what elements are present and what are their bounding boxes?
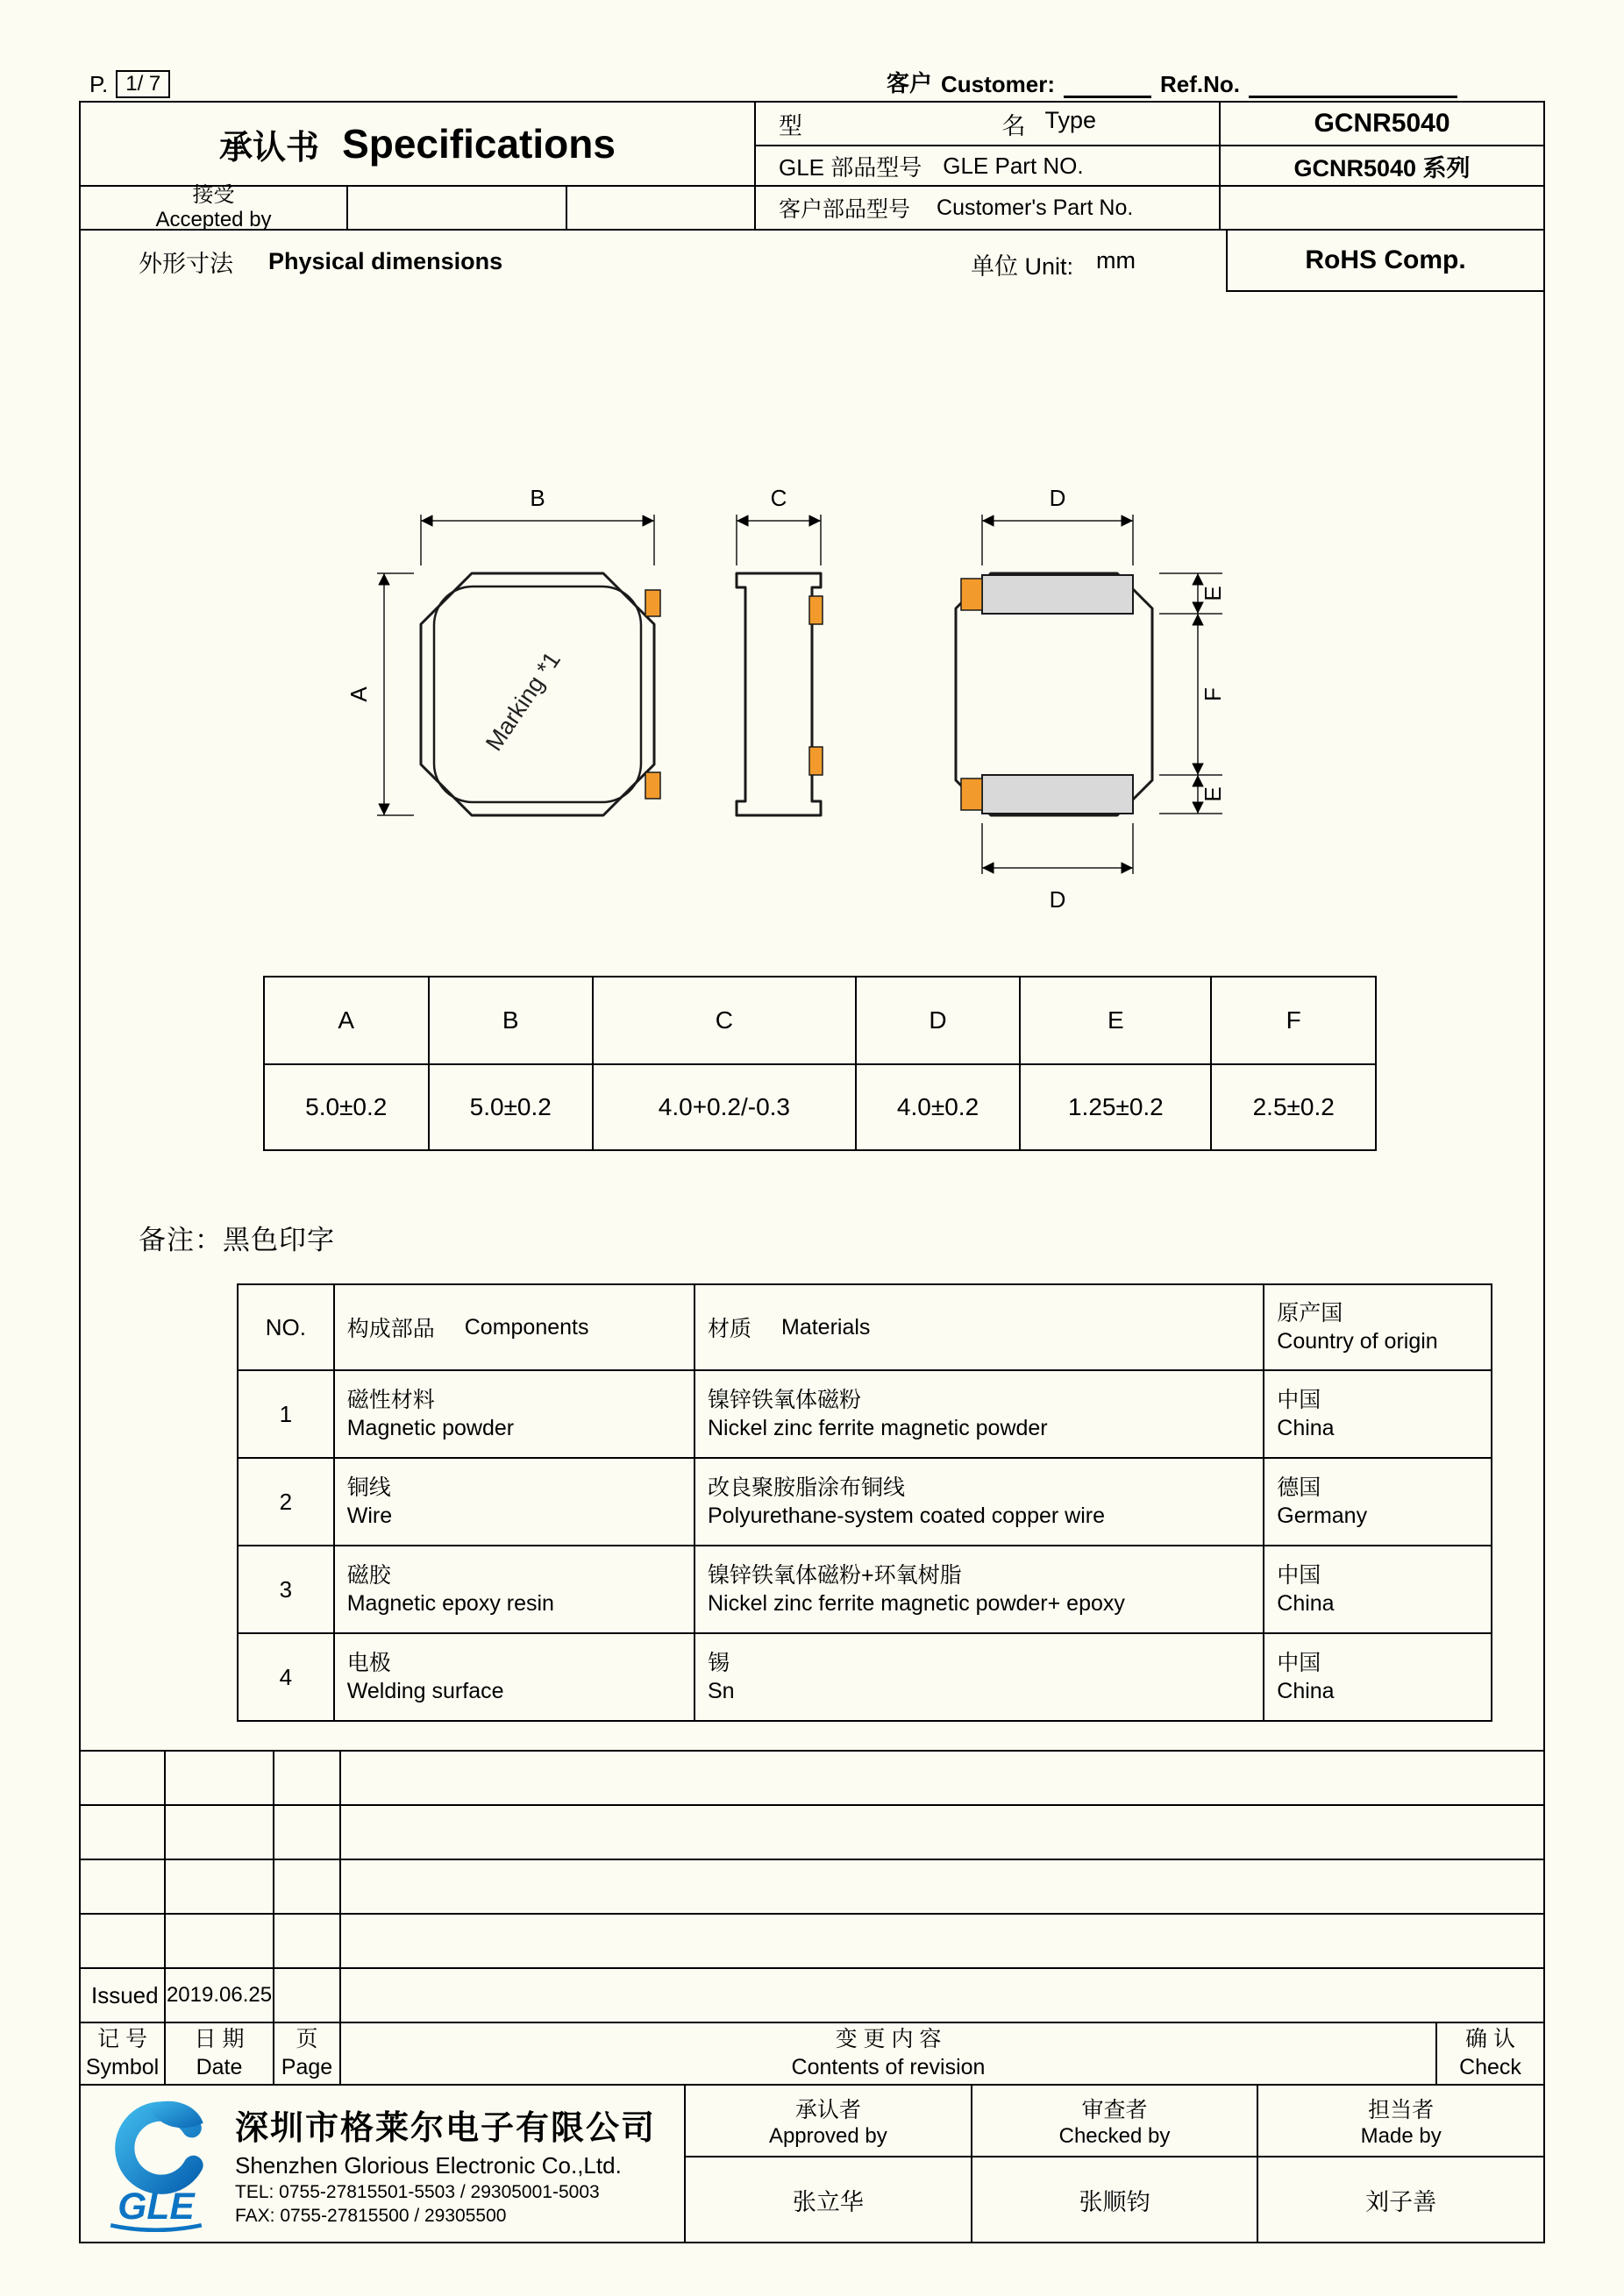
col-no-header: NO. bbox=[238, 1284, 334, 1370]
gle-part-value: GCNR5040 系列 bbox=[1221, 146, 1543, 187]
unit-label: 单位 Unit: bbox=[971, 253, 1074, 280]
rohs-badge: RoHS Comp. bbox=[1226, 231, 1543, 292]
revision-empty-row bbox=[81, 1805, 1543, 1859]
dim-d-top-label: D bbox=[1049, 485, 1066, 511]
side-view bbox=[737, 573, 823, 815]
document-frame bbox=[79, 101, 1545, 2243]
component-no: 1 bbox=[238, 1370, 334, 1458]
component-zh: 磁胶 bbox=[346, 1562, 391, 1588]
origin-header-en: Country of origin bbox=[1277, 1329, 1438, 1354]
origin-zh: 中国 bbox=[1277, 1650, 1321, 1675]
dim-header: E bbox=[1020, 977, 1211, 1064]
type-en: Type bbox=[1044, 106, 1096, 133]
revision-table bbox=[81, 1750, 1543, 2084]
gle-part-label-cell bbox=[756, 146, 1221, 187]
components-header-en: Components bbox=[464, 1314, 589, 1340]
accepted-signature-cell-2 bbox=[567, 187, 756, 231]
dim-value: 4.0+0.2/-0.3 bbox=[593, 1064, 856, 1150]
company-info bbox=[235, 2101, 656, 2227]
dim-header: D bbox=[856, 977, 1021, 1064]
dim-value: 1.25±0.2 bbox=[1020, 1064, 1211, 1150]
dim-header: C bbox=[593, 977, 856, 1064]
company-name-en: Shenzhen Glorious Electronic Co.,Ltd. bbox=[235, 2152, 622, 2179]
page-header bbox=[79, 65, 1545, 98]
ref-label: Ref.No. bbox=[1160, 71, 1240, 97]
component-row bbox=[238, 1458, 1492, 1546]
issued-date: 2019.06.25 bbox=[165, 1968, 274, 2022]
components-header-zh: 构成部品 bbox=[346, 1317, 435, 1341]
company-name-zh: 深圳市格莱尔电子有限公司 bbox=[235, 2110, 657, 2147]
component-row bbox=[238, 1546, 1492, 1633]
dim-c-lines bbox=[737, 515, 821, 565]
revision-empty-cell bbox=[165, 1859, 274, 1914]
material-zh: 镍锌铁氧体磁粉+环氧树脂 bbox=[707, 1562, 962, 1588]
gle-logo bbox=[91, 2095, 221, 2232]
origin-en: China bbox=[1277, 1679, 1335, 1703]
dim-d-bottom-lines bbox=[982, 823, 1133, 874]
revision-empty-cell bbox=[81, 1805, 165, 1859]
dim-header: F bbox=[1211, 977, 1376, 1064]
material-zh: 锡 bbox=[707, 1650, 730, 1675]
dim-value: 5.0±0.2 bbox=[264, 1064, 429, 1150]
revision-empty-cell bbox=[165, 1805, 274, 1859]
front-view bbox=[421, 573, 660, 815]
origin-zh: 中国 bbox=[1277, 1387, 1321, 1412]
page-header-cell: 页 Page bbox=[274, 2022, 340, 2084]
revision-empty-cell bbox=[274, 1805, 340, 1859]
material-zh: 镍锌铁氧体磁粉 bbox=[707, 1387, 861, 1412]
dim-e-bottom-label: E bbox=[1200, 786, 1226, 802]
component-no: 3 bbox=[238, 1546, 334, 1633]
dim-value: 5.0±0.2 bbox=[429, 1064, 594, 1150]
page-label: P. bbox=[89, 71, 109, 97]
accepted-by-cell bbox=[81, 183, 348, 231]
component-zh: 铜线 bbox=[346, 1475, 391, 1500]
dim-a-lines bbox=[377, 573, 414, 815]
dim-a-label: A bbox=[345, 686, 372, 702]
origin-header-zh: 原产国 bbox=[1277, 1300, 1343, 1326]
customer-part-zh: 客户部品型号 bbox=[779, 197, 911, 222]
dim-d-top-lines bbox=[982, 515, 1133, 565]
customer-label-en: Customer: bbox=[940, 71, 1055, 97]
revision-empty-cell bbox=[81, 1751, 165, 1805]
terminal-front-top bbox=[645, 590, 660, 616]
sign-off-block bbox=[686, 2086, 1543, 2242]
dim-c-label: C bbox=[770, 485, 787, 511]
approved-by-name: 张立华 bbox=[686, 2157, 972, 2242]
accepted-en: Accepted by bbox=[155, 208, 272, 231]
type-label-cell bbox=[756, 103, 1221, 146]
type-zh-2: 名 bbox=[1001, 112, 1026, 139]
dim-value: 4.0±0.2 bbox=[856, 1064, 1021, 1150]
materials-header-en: Materials bbox=[781, 1314, 871, 1340]
material-en: Polyurethane-system coated copper wire bbox=[707, 1503, 1105, 1528]
dim-b-label: B bbox=[530, 485, 545, 511]
customer-part-en: Customer's Part No. bbox=[937, 195, 1134, 220]
component-zh: 电极 bbox=[346, 1650, 391, 1675]
dimensions-header-row bbox=[264, 977, 1376, 1064]
pad-bottom bbox=[982, 775, 1133, 814]
accepted-zh: 接受 bbox=[192, 183, 235, 208]
type-zh-1: 型 bbox=[779, 112, 802, 139]
pad-view bbox=[956, 573, 1152, 815]
dim-header: B bbox=[429, 977, 594, 1064]
revision-empty-cell bbox=[340, 1859, 1543, 1914]
col-materials-header bbox=[694, 1284, 1264, 1370]
revision-empty-cell bbox=[81, 1914, 165, 1968]
unit-value: mm bbox=[1096, 247, 1136, 274]
revision-empty-row bbox=[81, 1859, 1543, 1914]
components-header-row bbox=[238, 1284, 1492, 1370]
phys-heading-en: Physical dimensions bbox=[268, 247, 503, 274]
marking-label: Marking *1 bbox=[481, 647, 566, 756]
section-spacer bbox=[81, 1722, 1543, 1750]
company-fax: FAX: 0755-27815500 / 29305500 bbox=[235, 2206, 507, 2226]
revision-empty-cell bbox=[274, 1914, 340, 1968]
type-value: GCNR5040 bbox=[1221, 103, 1543, 146]
revision-empty-cell bbox=[340, 1805, 1543, 1859]
col-components-header bbox=[334, 1284, 694, 1370]
origin-en: China bbox=[1277, 1416, 1335, 1440]
gle-part-zh: GLE 部品型号 bbox=[779, 153, 922, 181]
origin-en: Germany bbox=[1277, 1503, 1368, 1528]
terminal-side-bottom bbox=[809, 747, 823, 775]
customer-fill-line bbox=[1064, 74, 1151, 98]
date-header: 日 期 Date bbox=[165, 2022, 274, 2084]
component-en: Magnetic epoxy resin bbox=[346, 1591, 554, 1616]
unit-line bbox=[971, 247, 1136, 281]
dim-f-label: F bbox=[1200, 687, 1226, 701]
company-block bbox=[81, 2086, 686, 2242]
logo-text: GLE bbox=[118, 2185, 195, 2228]
component-no: 4 bbox=[238, 1633, 334, 1721]
customer-label-zh: 客户 bbox=[886, 70, 932, 96]
revision-empty-cell bbox=[340, 1914, 1543, 1968]
made-by-header: 担当者 Made by bbox=[1360, 2098, 1442, 2148]
marking-note: 备注：黑色印字 bbox=[139, 1225, 335, 1255]
revision-empty-row bbox=[81, 1751, 1543, 1805]
check-header: 确 认 Check bbox=[1436, 2022, 1543, 2084]
revision-empty-cell bbox=[340, 1751, 1543, 1805]
sign-off-names bbox=[686, 2157, 1543, 2242]
component-zh: 磁性材料 bbox=[346, 1387, 435, 1412]
origin-zh: 德国 bbox=[1277, 1475, 1321, 1500]
terminal-pad-top bbox=[961, 579, 982, 610]
material-en: Nickel zinc ferrite magnetic powder bbox=[707, 1416, 1048, 1440]
symbol-header: 记 号 Symbol bbox=[81, 2022, 165, 2084]
origin-zh: 中国 bbox=[1277, 1562, 1321, 1588]
component-en: Welding surface bbox=[346, 1679, 504, 1703]
revision-empty-cell bbox=[81, 1859, 165, 1914]
footer-block bbox=[81, 2084, 1543, 2242]
material-zh: 改良聚胺脂涂布铜线 bbox=[707, 1475, 905, 1500]
customer-part-value-cell bbox=[1221, 187, 1543, 231]
revision-empty-cell bbox=[340, 1968, 1543, 2022]
sign-off-headers bbox=[686, 2086, 1543, 2157]
title-zh: 承认书 bbox=[219, 129, 320, 167]
material-en: Nickel zinc ferrite magnetic powder+ epoxy bbox=[707, 1591, 1125, 1616]
revision-issued-row bbox=[81, 1968, 1543, 2022]
title-en: Specifications bbox=[342, 121, 616, 167]
physical-dimensions-section bbox=[81, 231, 1543, 1750]
made-by-name: 刘子善 bbox=[1365, 2188, 1437, 2215]
revision-empty-cell bbox=[274, 1751, 340, 1805]
customer-ref-line bbox=[887, 66, 1457, 98]
revision-header-row bbox=[81, 2022, 1543, 2084]
components-table bbox=[237, 1283, 1492, 1722]
company-tel: TEL: 0755-27815501-5503 / 29305001-5003 bbox=[235, 2182, 600, 2202]
revision-empty-cell bbox=[274, 1968, 340, 2022]
origin-en: China bbox=[1277, 1591, 1335, 1616]
page-number: 1/ 7 bbox=[116, 70, 170, 98]
component-row bbox=[238, 1633, 1492, 1721]
dimensions-value-row bbox=[264, 1064, 1376, 1150]
terminal-side-top bbox=[809, 596, 823, 624]
component-en: Magnetic powder bbox=[346, 1416, 515, 1440]
dim-d-bottom-label: D bbox=[1049, 886, 1066, 913]
revision-empty-cell bbox=[165, 1914, 274, 1968]
revision-empty-cell bbox=[165, 1751, 274, 1805]
technical-drawings bbox=[81, 292, 1543, 976]
accepted-signature-cell-1 bbox=[348, 187, 567, 231]
revision-empty-cell bbox=[274, 1859, 340, 1914]
phys-heading-zh: 外形寸法 bbox=[139, 250, 233, 277]
col-origin-header bbox=[1264, 1284, 1492, 1370]
dimensions-table bbox=[263, 976, 1377, 1151]
checked-by-header: 审查者 Checked by bbox=[972, 2086, 1259, 2156]
ref-fill-line bbox=[1249, 74, 1457, 98]
gle-part-en: GLE Part NO. bbox=[943, 152, 1084, 179]
materials-header-zh: 材质 bbox=[707, 1317, 751, 1341]
dim-e-top-label: E bbox=[1200, 586, 1226, 601]
approved-by-header: 承认者 Approved by bbox=[686, 2086, 972, 2156]
component-no: 2 bbox=[238, 1458, 334, 1546]
component-en: Wire bbox=[346, 1503, 393, 1528]
material-en: Sn bbox=[707, 1679, 735, 1703]
contents-header: 变 更 内 容 Contents of revision bbox=[340, 2022, 1436, 2084]
issued-label: Issued bbox=[81, 1968, 165, 2022]
customer-part-label-cell bbox=[756, 187, 1221, 231]
pad-top bbox=[982, 575, 1133, 614]
document-title bbox=[81, 103, 756, 187]
component-row bbox=[238, 1370, 1492, 1458]
dim-b-lines bbox=[421, 515, 654, 565]
terminal-pad-bottom bbox=[961, 778, 982, 810]
checked-by-name: 张顺钧 bbox=[972, 2157, 1259, 2242]
dim-header: A bbox=[264, 977, 429, 1064]
revision-empty-row bbox=[81, 1914, 1543, 1968]
terminal-front-bottom bbox=[645, 772, 660, 799]
logo-mark-icon bbox=[125, 2101, 203, 2185]
title-block bbox=[81, 103, 1543, 231]
dim-value: 2.5±0.2 bbox=[1211, 1064, 1376, 1150]
